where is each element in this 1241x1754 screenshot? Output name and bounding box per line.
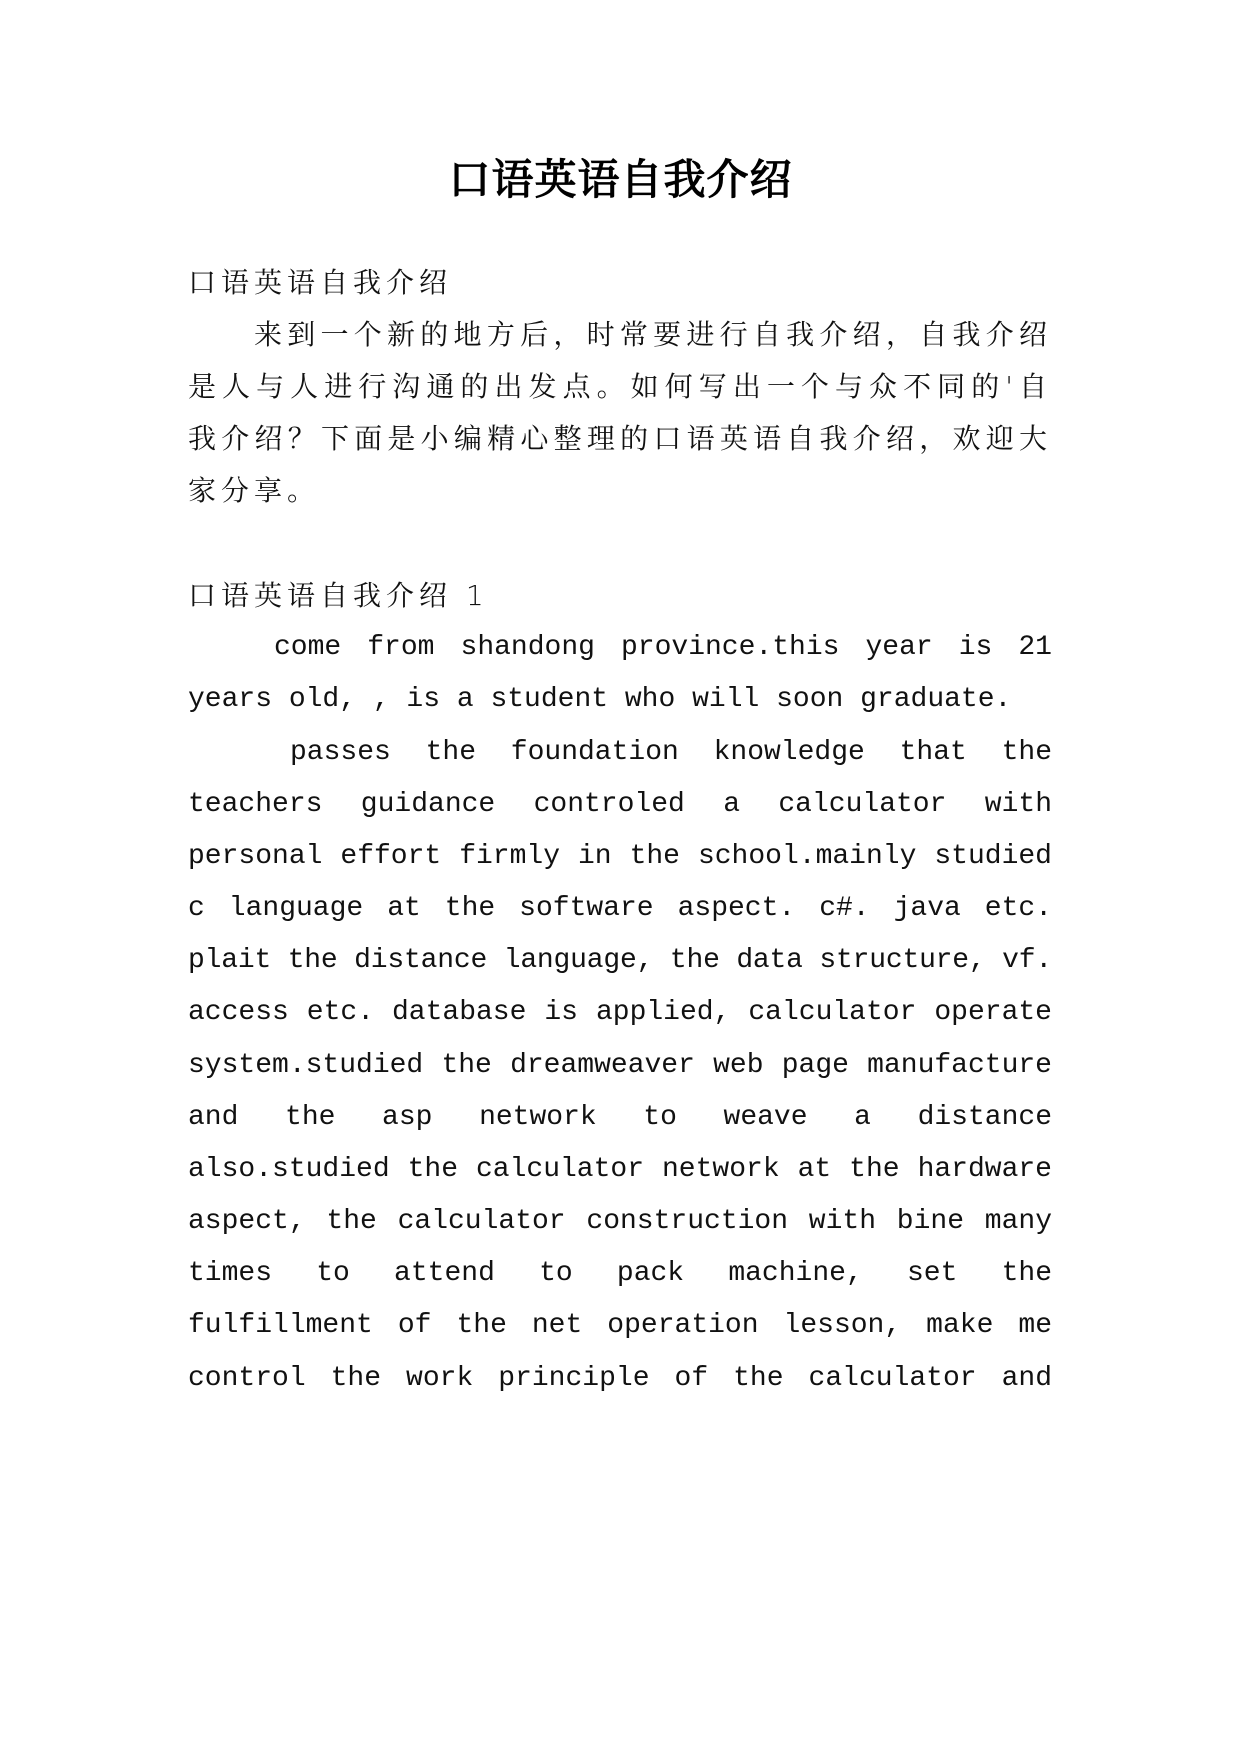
paragraph-line: teachers guidance controled a calculator with	[188, 789, 1052, 820]
paragraph-line: come from shandong province.this year is 21	[274, 632, 1052, 663]
paragraph-line: plait the distance language, the data structure, vf.	[188, 945, 1052, 976]
section-heading: 口语英语自我介绍 1	[188, 579, 489, 612]
paragraph-line: aspect, the calculator construction with bine many	[188, 1206, 1052, 1237]
paragraph-line: also.studied the calculator network at the hardware	[188, 1154, 1052, 1185]
paragraph-line: passes the foundation knowledge that the	[290, 737, 1052, 768]
intro-line: 是人与人进行沟通的出发点。如何写出一个与众不同的'自	[188, 370, 1052, 403]
subtitle: 口语英语自我介绍	[188, 266, 453, 299]
document-title: 口语英语自我介绍	[448, 155, 793, 204]
intro-line: 我介绍？下面是小编精心整理的口语英语自我介绍，欢迎大	[188, 422, 1052, 455]
paragraph-line: control the work principle of the calculator and	[188, 1363, 1052, 1394]
paragraph-line: access etc. database is applied, calculator operate	[188, 997, 1052, 1028]
paragraph-line: personal effort firmly in the school.mainly studied	[188, 841, 1052, 872]
intro-line: 家分享。	[188, 474, 321, 507]
paragraph-line: times to attend to pack machine, set the	[188, 1258, 1052, 1289]
intro-line: 来到一个新的地方后，时常要进行自我介绍，自我介绍	[254, 318, 1052, 351]
paragraph-line: c language at the software aspect. c#. java etc.	[188, 893, 1052, 924]
paragraph-line: years old, , is a student who will soon graduate.	[188, 684, 1012, 715]
paragraph-line: system.studied the dreamweaver web page manufacture	[188, 1050, 1052, 1081]
paragraph-line: and the asp network to weave a distance	[188, 1102, 1052, 1133]
paragraph-line: fulfillment of the net operation lesson, make me	[188, 1310, 1052, 1341]
